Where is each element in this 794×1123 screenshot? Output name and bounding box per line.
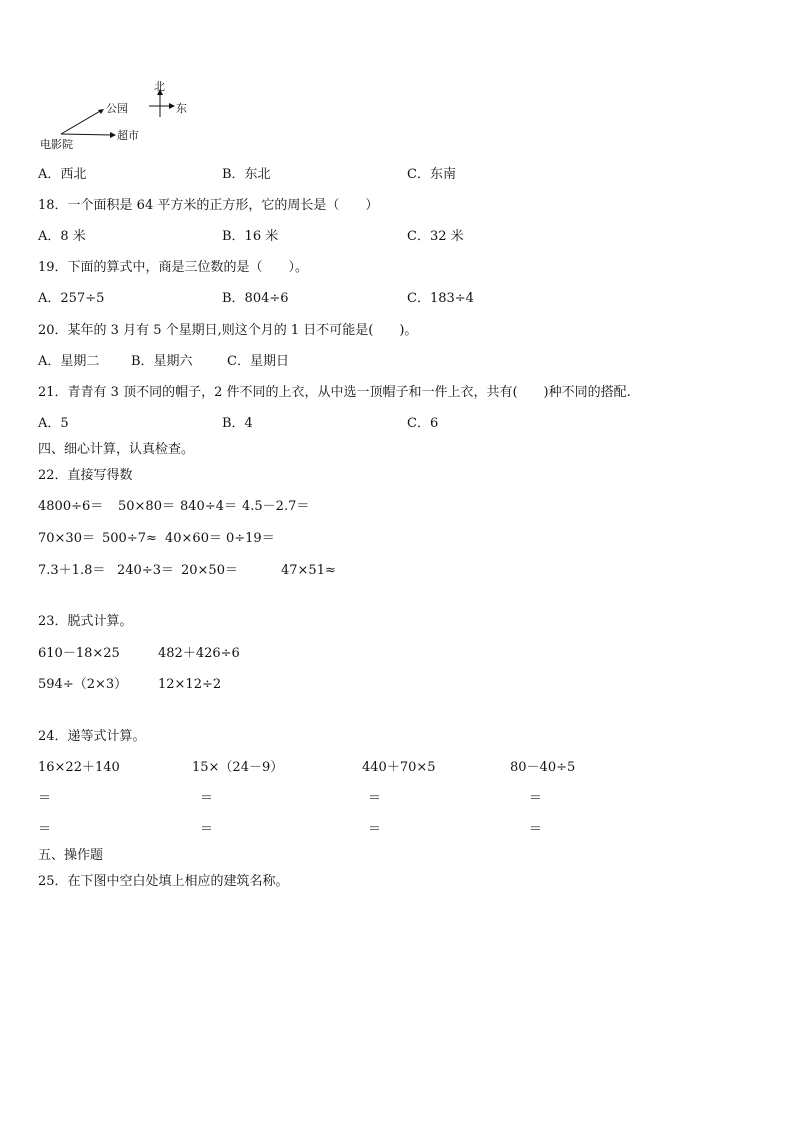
supermarket-label: 超市 [117, 129, 139, 142]
q23-r1-c1: 610－18×25 [38, 646, 120, 661]
q22-r2-c2: 500÷7≈ [102, 531, 157, 546]
q22-r3-c1: 7.3＋1.8＝ [38, 563, 106, 578]
q24-eq-2a: ＝ [200, 791, 214, 806]
compass-east-label: 东 [176, 102, 187, 115]
q22-r2-c3: 40×60＝ [165, 531, 222, 546]
section-5-heading: 五、操作题 [38, 848, 104, 863]
q24-expr-1: 16×22＋140 [38, 760, 120, 775]
compass-north-label: 北 [154, 80, 165, 93]
q24-stem: 24．递等式计算。 [38, 729, 146, 744]
q22-r2-c4: 0÷19＝ [226, 531, 275, 546]
q24-eq-4b: ＝ [529, 822, 543, 837]
q23-r2-c2: 12×12÷2 [158, 677, 222, 692]
q17-option-a: A．西北 [38, 167, 87, 182]
q22-r3-c2: 240÷3＝ [117, 563, 174, 578]
q17-option-c: C．东南 [407, 167, 456, 182]
q20-option-c: C．星期日 [227, 354, 289, 369]
q23-stem: 23．脱式计算。 [38, 614, 133, 629]
supermarket-arrowhead [110, 132, 116, 138]
q17-option-b: B．东北 [222, 167, 271, 182]
park-label: 公园 [106, 102, 128, 115]
cinema-label: 电影院 [40, 138, 73, 151]
q18-option-b: B．16 米 [222, 229, 279, 244]
q21-option-b: B．4 [222, 416, 253, 431]
q25-stem: 25．在下图中空白处填上相应的建筑名称。 [38, 874, 289, 889]
q22-r1-c3: 840÷4＝ [180, 499, 237, 514]
q24-eq-1a: ＝ [38, 791, 52, 806]
q24-eq-1b: ＝ [38, 822, 52, 837]
q23-r1-c2: 482＋426÷6 [158, 646, 240, 661]
q24-eq-2b: ＝ [200, 822, 214, 837]
q20-option-a: A．星期二 [38, 354, 100, 369]
q21-option-c: C．6 [407, 416, 439, 431]
q18-option-c: C．32 米 [407, 229, 464, 244]
q22-r3-c4: 47×51≈ [281, 563, 336, 578]
q19-option-b: B．804÷6 [222, 291, 289, 306]
q22-r1-c2: 50×80＝ [118, 499, 175, 514]
q22-r3-c3: 20×50＝ [181, 563, 238, 578]
q19-option-a: A．257÷5 [38, 291, 105, 306]
q24-expr-3: 440＋70×5 [362, 760, 436, 775]
q24-eq-4a: ＝ [529, 791, 543, 806]
q24-eq-3b: ＝ [368, 822, 382, 837]
q24-expr-4: 80－40÷5 [510, 760, 576, 775]
cinema-to-supermarket-line [61, 134, 112, 135]
q19-stem: 19．下面的算式中，商是三位数的是（ ）。 [38, 260, 309, 275]
q20-stem: 20．某年的 3 月有 5 个星期日,则这个月的 1 日不可能是( )。 [38, 323, 418, 338]
q22-r1-c1: 4800÷6＝ [38, 499, 104, 514]
q22-stem: 22．直接写得数 [38, 468, 133, 483]
q21-stem: 21．青青有 3 顶不同的帽子，2 件不同的上衣，从中选一顶帽子和一件上衣，共有( )种不同的搭配. [38, 385, 631, 400]
q24-eq-3a: ＝ [368, 791, 382, 806]
cinema-to-park-line [61, 110, 102, 134]
q19-option-c: C．183÷4 [407, 291, 474, 306]
q21-option-a: A．5 [38, 416, 69, 431]
q20-option-b: B．星期六 [131, 354, 193, 369]
q22-r2-c1: 70×30＝ [38, 531, 95, 546]
q18-stem: 18．一个面积是 64 平方米的正方形，它的周长是（ ） [38, 198, 379, 213]
q24-expr-2: 15×（24－9） [192, 760, 284, 775]
q22-r1-c4: 4.5－2.7＝ [242, 499, 310, 514]
q23-r2-c1: 594÷（2×3） [38, 677, 128, 692]
compass-east-arrowhead [169, 103, 175, 109]
section-4-heading: 四、细心计算，认真检查。 [38, 442, 195, 457]
q18-option-a: A．8 米 [38, 229, 86, 244]
